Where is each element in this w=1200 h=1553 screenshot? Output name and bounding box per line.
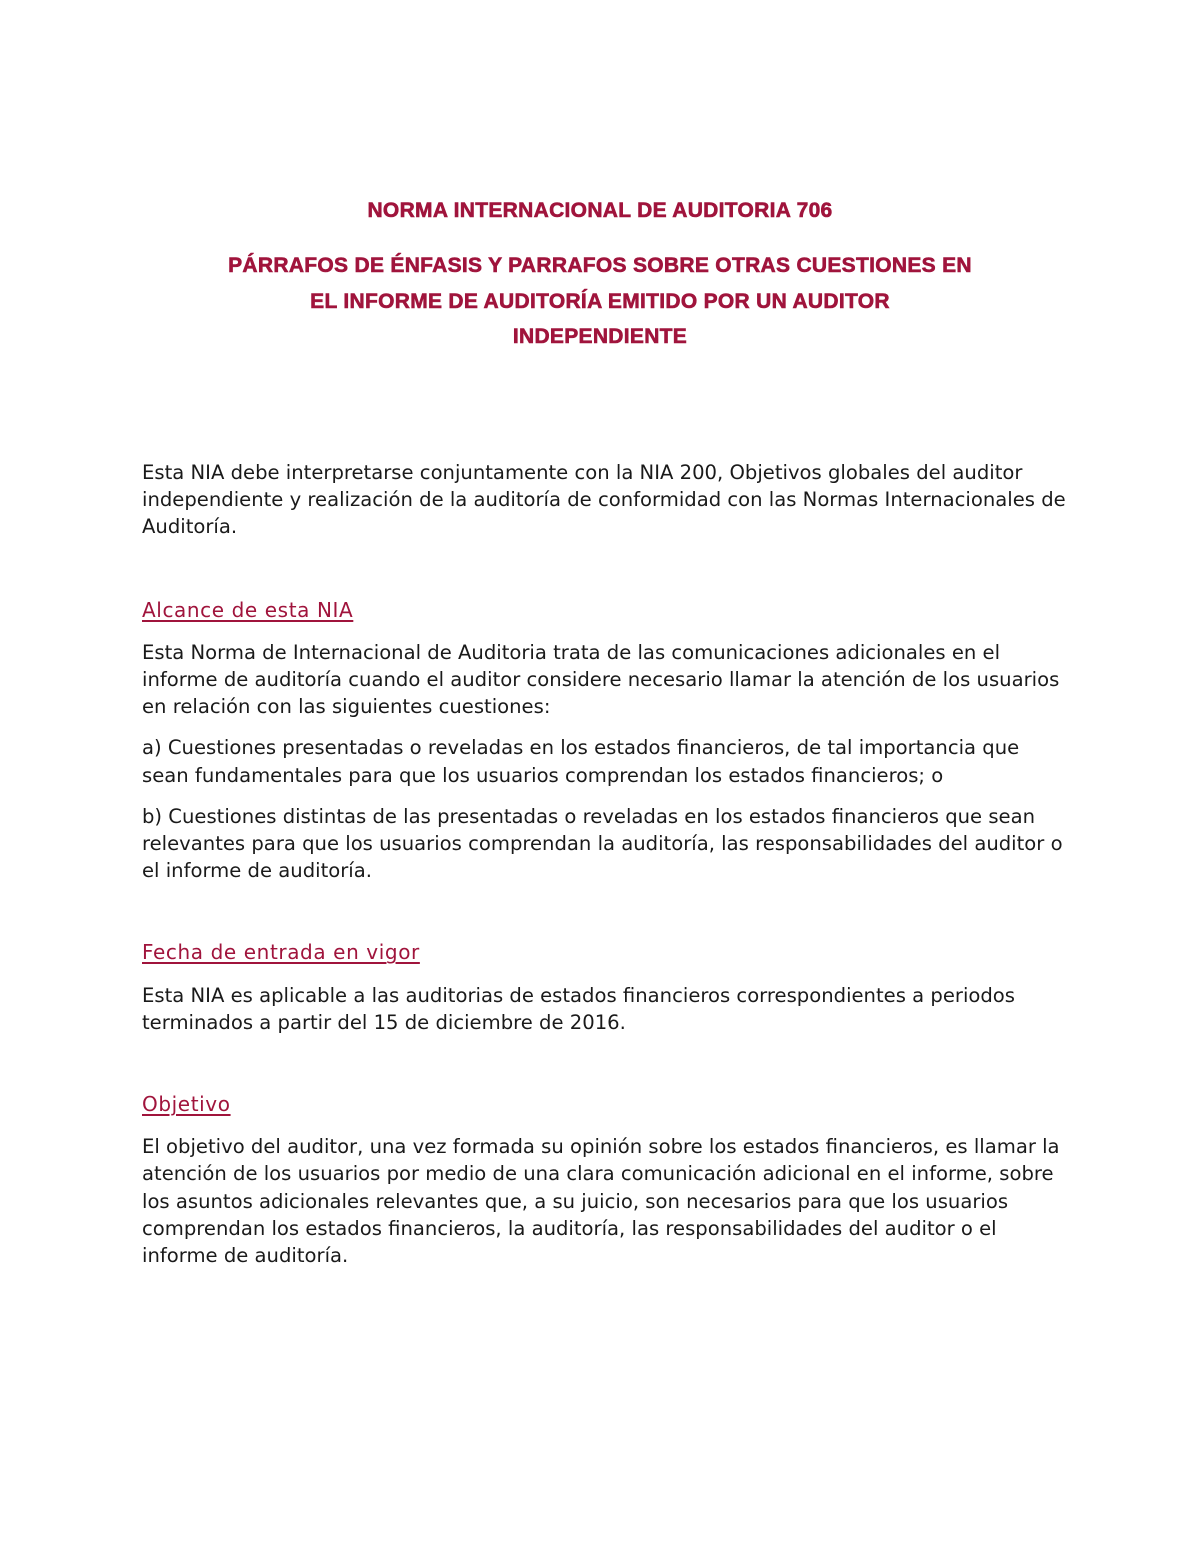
- title-block: [120, 196, 1080, 355]
- alcance-paragraph-b: b) Cuestiones distintas de las presentadas o reveladas en los estados financieros que sean relevantes para que los usuarios comprendan la auditoría, las responsabilidades del auditor o el informe de auditoría.: [142, 804, 1063, 883]
- document-body: [142, 459, 1072, 1269]
- subtitle-line-1: PÁRRAFOS DE ÉNFASIS Y PARRAFOS SOBRE OTRAS CUESTIONES EN: [228, 254, 972, 277]
- alcance-paragraph-1: Esta Norma de Internacional de Auditoria trata de las comunicaciones adicionales en el informe de auditoría cuando el auditor considere necesario llamar la atención de los usuarios en relación con las siguientes cuestiones:: [142, 640, 1060, 719]
- alcance-paragraph-a: a) Cuestiones presentadas o reveladas en los estados financieros, de tal importancia que sean fundamentales para que los usuarios comprendan los estados financieros; o: [142, 736, 1020, 787]
- objetivo-paragraph: El objetivo del auditor, una vez formada su opinión sobre los estados financieros, es llamar la atención de los usuarios por medio de una clara comunicación adicional en el informe, sobre los asuntos adicionales relevantes que, a su juicio, son necesarios para que los usuarios comprendan los estados financieros, la auditoría, las responsabilidades del auditor o el informe de auditoría.: [142, 1135, 1060, 1268]
- document-title: NORMA INTERNACIONAL DE AUDITORIA 706: [367, 199, 833, 222]
- heading-alcance: Alcance de esta NIA: [142, 597, 354, 622]
- subtitle-line-2: EL INFORME DE AUDITORÍA EMITIDO POR UN AUDITOR: [310, 289, 890, 313]
- intro-paragraph: Esta NIA debe interpretarse conjuntamente con la NIA 200, Objetivos globales del auditor independiente y realización de la auditoría de conformidad con las Normas Internacionales de Auditoría.: [142, 461, 1066, 539]
- fecha-paragraph: Esta NIA es aplicable a las auditorias de estados financieros correspondientes a periodos terminados a partir del 15 de diciembre de 2016.: [142, 983, 1016, 1034]
- heading-objetivo: Objetivo: [142, 1092, 231, 1117]
- subtitle-line-3: INDEPENDIENTE: [512, 325, 688, 348]
- document-subtitle: [120, 248, 1080, 355]
- heading-fecha: Fecha de entrada en vigor: [142, 940, 420, 965]
